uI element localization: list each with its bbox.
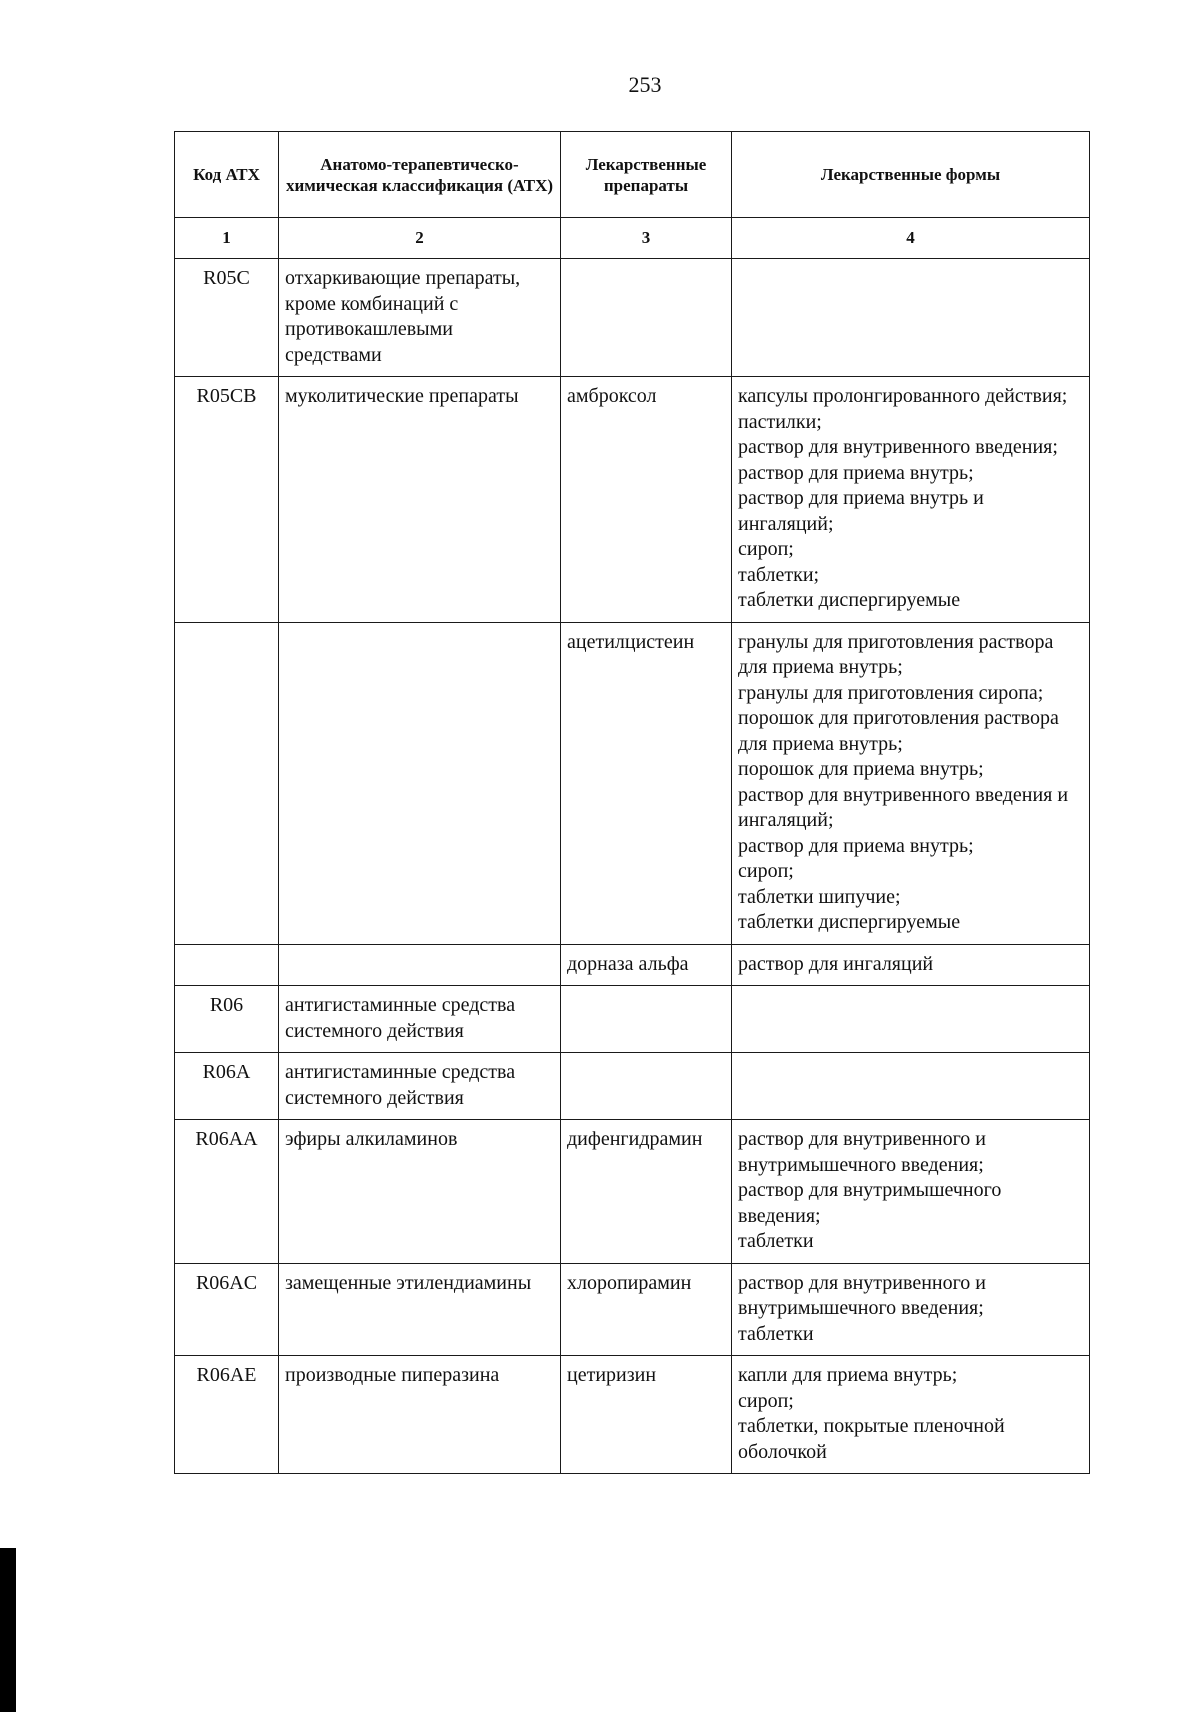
dosage-form-item: раствор для ингаляций [738,952,934,975]
dosage-form-item: пастилки; [738,410,822,433]
dosage-form-item: раствор для приема внутрь и ингаляций; [738,487,984,535]
classification-cell: отхаркивающие препараты, кроме комбинаций с противокашлевыми средствами [279,259,561,377]
atx-code-cell: R06 [175,986,279,1053]
column-number: 1 [175,218,279,259]
dosage-forms-cell [732,1356,1090,1474]
dosage-forms-cell [732,259,1090,377]
table-row [175,1120,1090,1264]
dosage-forms-cell [732,622,1090,944]
dosage-form-item: капсулы пролонгированного действия; [738,385,1068,407]
dosage-forms-cell [732,986,1090,1053]
dosage-forms-cell [732,944,1090,986]
dosage-forms-cell [732,1120,1090,1264]
dosage-forms-cell [732,377,1090,623]
dosage-form-item: капли для приема внутрь; [738,1364,958,1386]
classification-cell [279,944,561,986]
table-body [175,259,1090,1474]
table-header-row [175,132,1090,218]
dosage-form-item: раствор для приема внутрь; [738,834,974,857]
dosage-form-item: порошок для приготовления раствора для приема внутрь; [738,707,1059,755]
dosage-form-item: порошок для приема внутрь; [738,758,984,780]
drug-cell [561,1053,732,1120]
drug-cell [561,259,732,377]
header-atx-classification: Анатомо-терапевтическо-химическая классификация (АТХ) [279,132,561,218]
atx-code-cell: R05CB [175,377,279,623]
dosage-form-item: раствор для внутривенного и внутримышечного введения; [738,1271,987,1319]
atx-code-cell: R06AA [175,1120,279,1264]
drug-cell: хлоропирамин [561,1263,732,1356]
table-row [175,1263,1090,1356]
dosage-form-item: сироп; [738,860,794,882]
scan-edge-mark [0,1548,16,1712]
dosage-form-item: гранулы для приготовления раствора для приема внутрь; [738,630,1054,678]
dosage-forms-cell [732,1263,1090,1356]
table-row [175,377,1090,623]
dosage-form-item: таблетки; [738,563,820,586]
drug-cell: цетиризин [561,1356,732,1474]
drug-cell: амброксол [561,377,732,623]
column-number: 2 [279,218,561,259]
atx-code-cell [175,622,279,944]
atx-code-cell: R05C [175,259,279,377]
classification-cell: антигистаминные средства системного действия [279,986,561,1053]
table-row [175,259,1090,377]
dosage-form-item: раствор для внутривенного и внутримышечного введения; [738,1128,987,1176]
header-drugs: Лекарственные препараты [561,132,732,218]
dosage-form-item: раствор для внутривенного введения и ингаляций; [738,783,1069,831]
dosage-form-item: раствор для внутривенного введения; [738,436,1058,458]
table-row [175,622,1090,944]
dosage-form-item: сироп; [738,1389,794,1412]
table-row [175,986,1090,1053]
dosage-form-item: таблетки диспергируемые [738,589,961,611]
dosage-form-item: сироп; [738,538,794,560]
page-number: 253 [628,72,662,97]
atx-code-cell: R06AC [175,1263,279,1356]
dosage-form-item: таблетки [738,1230,814,1252]
atx-drug-table [174,131,1090,1474]
atx-code-cell [175,944,279,986]
drug-cell [561,986,732,1053]
classification-cell: муколитические препараты [279,377,561,623]
drug-cell: дорназа альфа [561,944,732,986]
classification-cell: антигистаминные средства системного действия [279,1053,561,1120]
table-row [175,1356,1090,1474]
column-number: 3 [561,218,732,259]
classification-cell: эфиры алкиламинов [279,1120,561,1264]
dosage-form-item: раствор для внутримышечного введения; [738,1179,1002,1227]
dosage-form-item: гранулы для приготовления сиропа; [738,681,1044,704]
dosage-form-item: таблетки, покрытые пленочной оболочкой [738,1415,1005,1463]
dosage-forms-cell [732,1053,1090,1120]
atx-code-cell: R06A [175,1053,279,1120]
header-dosage-forms: Лекарственные формы [732,132,1090,218]
classification-cell: производные пиперазина [279,1356,561,1474]
header-atx-code: Код АТХ [175,132,279,218]
dosage-form-item: раствор для приема внутрь; [738,461,974,484]
drug-cell: ацетилцистеин [561,622,732,944]
table-row [175,1053,1090,1120]
dosage-form-item: таблетки шипучие; [738,885,901,908]
column-number: 4 [732,218,1090,259]
dosage-form-item: таблетки диспергируемые [738,911,961,933]
atx-code-cell: R06AE [175,1356,279,1474]
drug-cell: дифенгидрамин [561,1120,732,1264]
classification-cell [279,622,561,944]
column-number-row [175,218,1090,259]
dosage-form-item: таблетки [738,1322,814,1345]
classification-cell: замещенные этилендиамины [279,1263,561,1356]
table-row [175,944,1090,986]
